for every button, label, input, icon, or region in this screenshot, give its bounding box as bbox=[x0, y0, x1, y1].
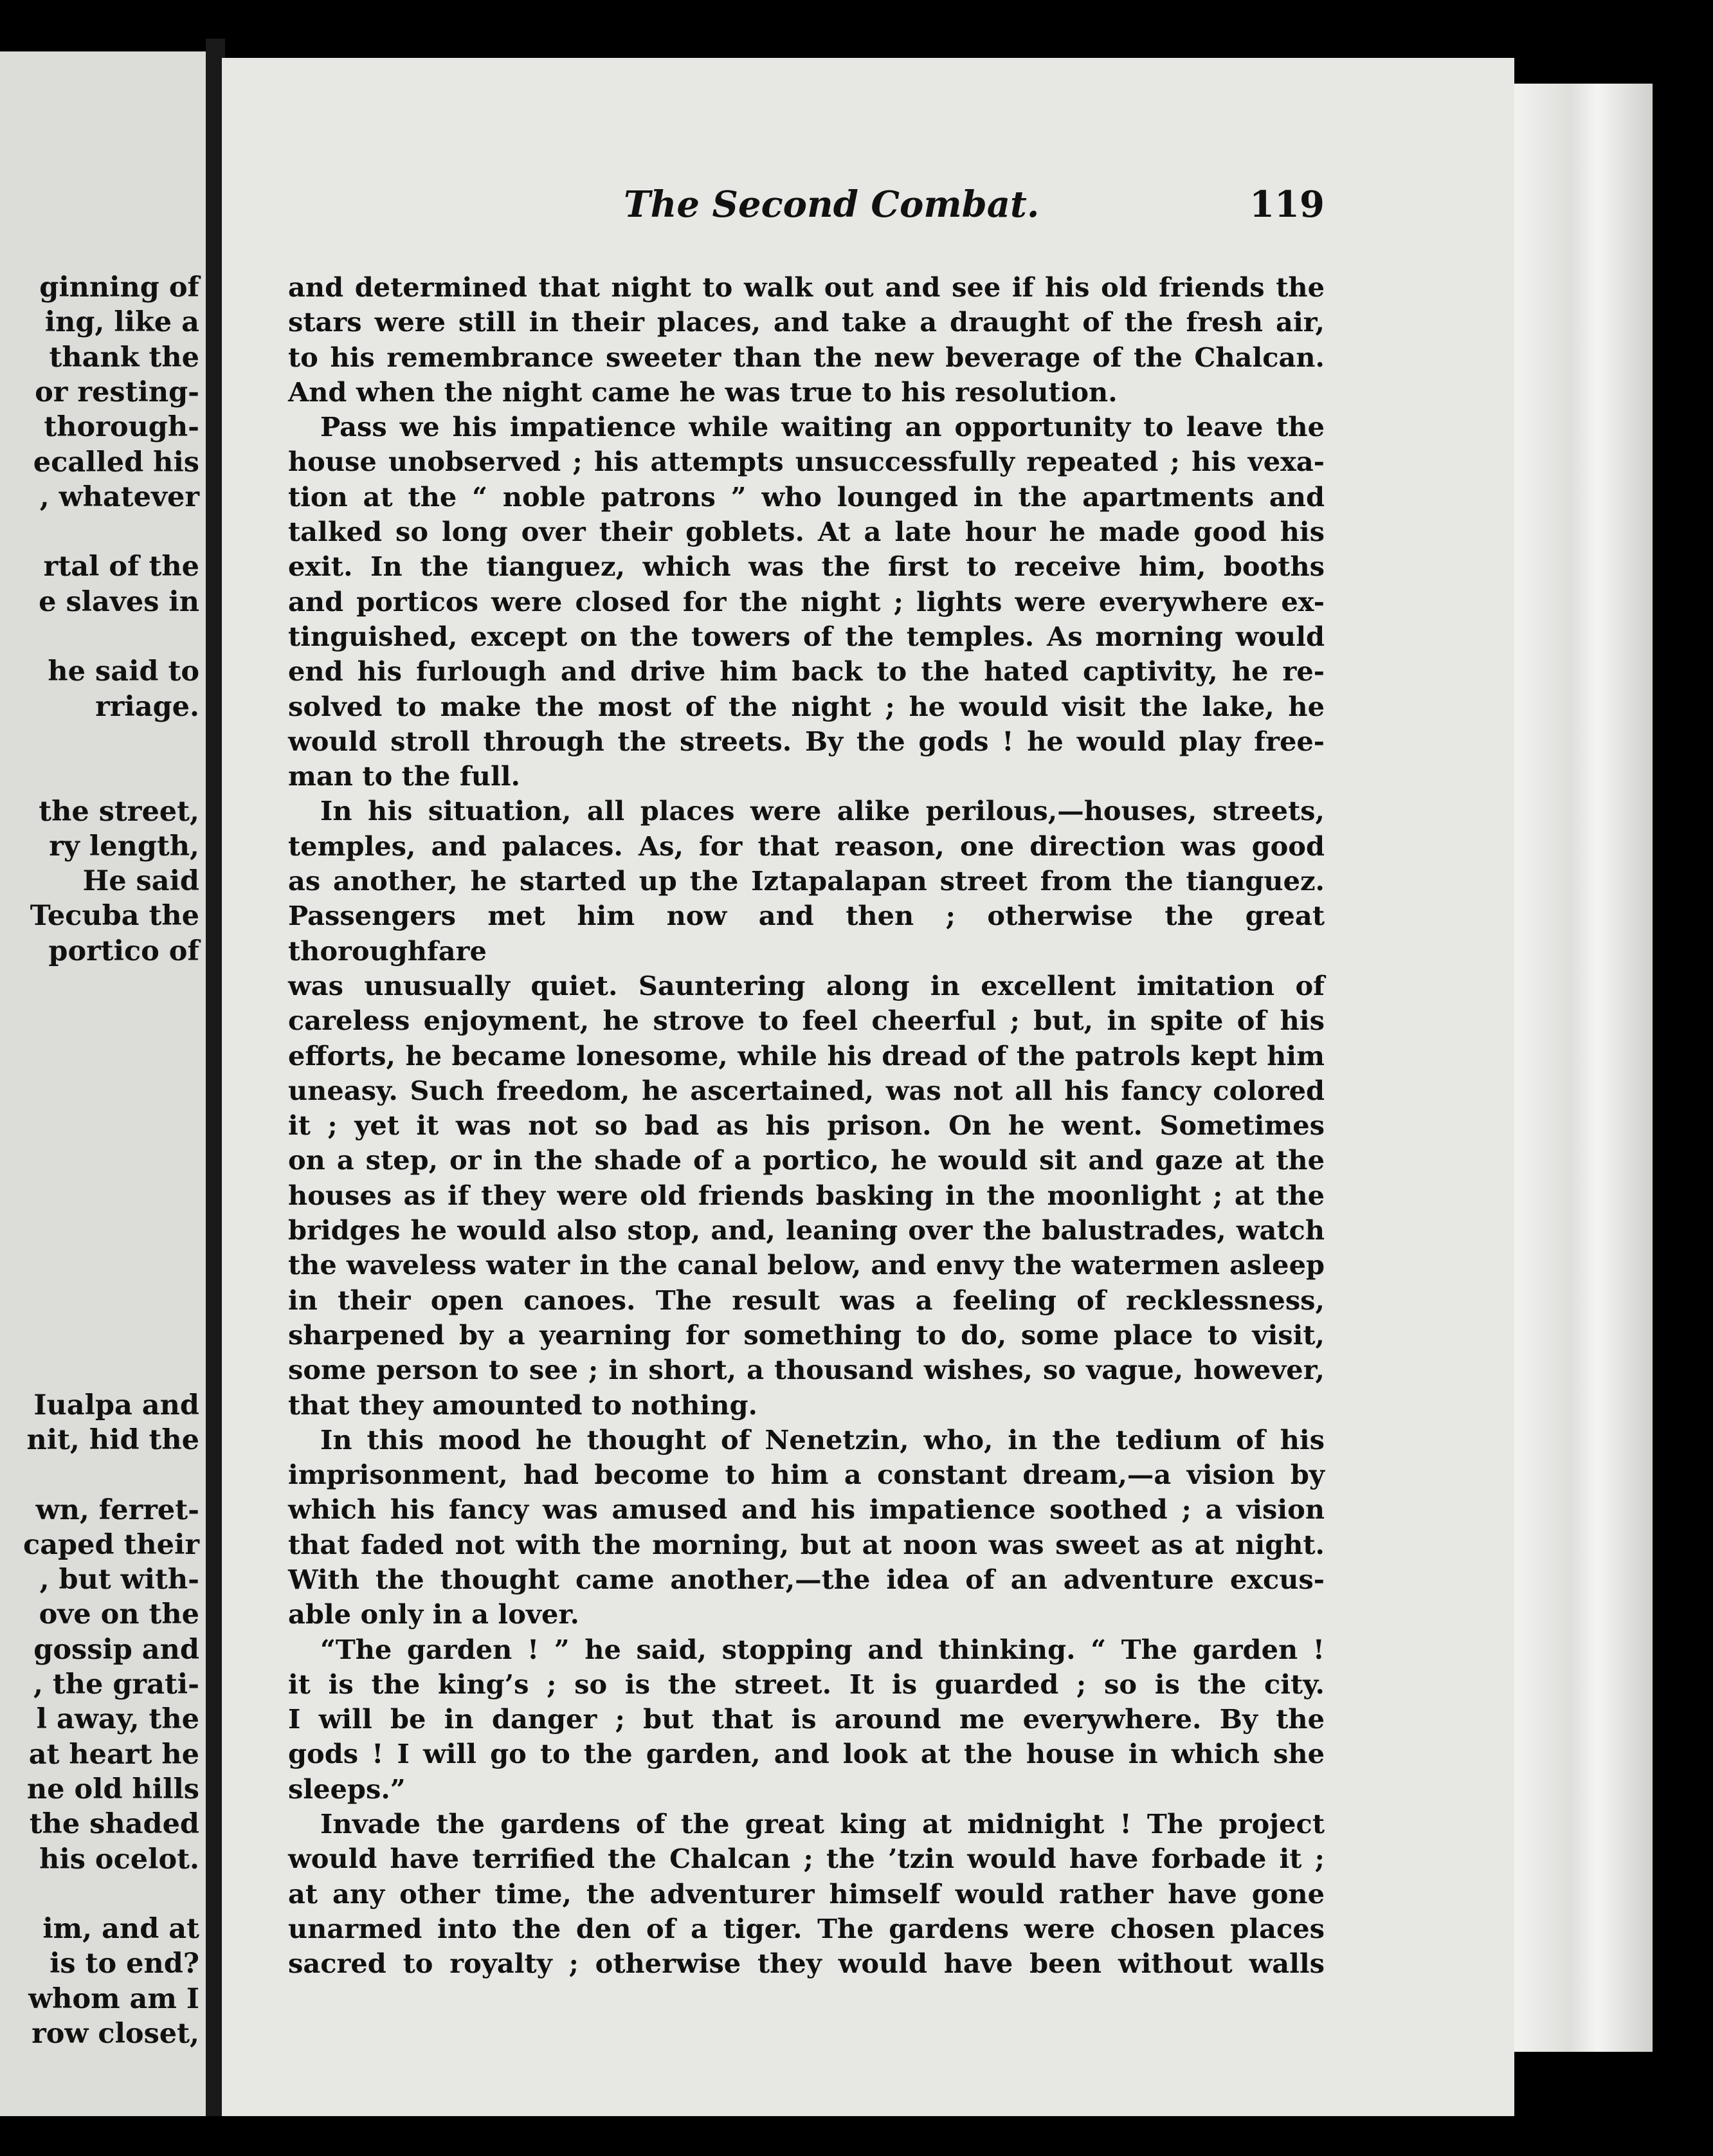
line-text: end his furlough and drive him back to the hated captivity, he re- bbox=[288, 655, 1325, 688]
text-line bbox=[288, 1772, 1325, 1807]
left-page-line: row closet, bbox=[32, 2018, 199, 2050]
line-text: In his situation, all places were alike perilous,—houses, streets, bbox=[320, 795, 1325, 827]
text-line bbox=[288, 1318, 1325, 1353]
text-line bbox=[288, 1248, 1325, 1283]
line-text: bridges he would also stop, and, leaning over the balustrades, watch bbox=[288, 1214, 1325, 1247]
text-line bbox=[288, 1492, 1325, 1527]
line-text: exit. In the tianguez, which was the first to receive him, booths bbox=[288, 551, 1325, 583]
line-text: With the thought came another,—the idea of an adventure excus- bbox=[288, 1563, 1325, 1595]
left-page-line: or resting- bbox=[35, 376, 199, 408]
line-text: solved to make the most of the night ; he would visit the lake, he bbox=[288, 690, 1325, 722]
line-text: house unobserved ; his attempts unsuccessfully repeated ; his vexa- bbox=[288, 446, 1325, 478]
left-page-line: rtal of the bbox=[43, 551, 199, 583]
left-page-line: ing, like a bbox=[44, 306, 199, 339]
text-line bbox=[288, 1632, 1325, 1667]
text-line bbox=[288, 1143, 1325, 1178]
line-text: unarmed into the den of a tiger. The gardens were chosen places bbox=[288, 1912, 1325, 1944]
text-line bbox=[288, 270, 1325, 305]
text-line bbox=[288, 1108, 1325, 1143]
left-page-line: nit, hid the bbox=[26, 1423, 199, 1456]
left-page-line: ecalled his bbox=[33, 446, 199, 479]
text-line bbox=[288, 1457, 1325, 1492]
left-page-line: is to end? bbox=[50, 1948, 199, 1980]
previous-page-fragment bbox=[0, 51, 211, 2116]
line-text: to his remembrance sweeter than the new beverage of the Chalcan. bbox=[288, 341, 1325, 373]
line-text: Invade the gardens of the great king at midnight ! The project bbox=[320, 1808, 1325, 1840]
text-line bbox=[288, 1877, 1325, 1912]
line-text: at any other time, the adventurer himself would rather have gone bbox=[288, 1877, 1325, 1910]
text-line bbox=[288, 654, 1325, 689]
line-text: as another, he started up the Iztapalapan street from the tianguez. bbox=[288, 865, 1325, 897]
line-text: man to the full. bbox=[288, 760, 520, 792]
line-text: gods ! I will go to the garden, and look at the house in which she bbox=[288, 1738, 1325, 1770]
line-text: careless enjoyment, he strove to feel cheerful ; but, in spite of his bbox=[288, 1005, 1325, 1037]
text-line bbox=[288, 340, 1325, 375]
line-text: the waveless water in the canal below, and envy the watermen asleep bbox=[288, 1249, 1325, 1281]
text-line bbox=[288, 375, 1325, 410]
page-number: 119 bbox=[1249, 183, 1325, 226]
text-line bbox=[288, 444, 1325, 479]
text-line bbox=[288, 1528, 1325, 1562]
line-text: and porticos were closed for the night ; lights were everywhere ex- bbox=[288, 585, 1325, 617]
text-line bbox=[288, 1039, 1325, 1073]
left-page-line: Iualpa and bbox=[33, 1389, 199, 1421]
text-line bbox=[288, 1353, 1325, 1387]
text-line bbox=[288, 1562, 1325, 1597]
body-text bbox=[288, 270, 1325, 1982]
left-page-line: portico of bbox=[48, 935, 199, 967]
left-page-line: he said to bbox=[48, 655, 199, 688]
line-text: sleeps.” bbox=[288, 1773, 406, 1805]
text-line bbox=[288, 1702, 1325, 1737]
left-page-line: ry length, bbox=[49, 830, 199, 863]
line-text: uneasy. Such freedom, he ascertained, was not all his fancy colored bbox=[288, 1074, 1325, 1106]
left-page-line: ove on the bbox=[39, 1598, 199, 1631]
line-text: talked so long over their goblets. At a late hour he made good his bbox=[288, 516, 1325, 548]
left-page-line: , the grati- bbox=[33, 1668, 199, 1701]
left-page-line: l away, the bbox=[36, 1703, 199, 1736]
left-page-line: the shaded bbox=[29, 1808, 199, 1841]
text-line bbox=[288, 1423, 1325, 1457]
line-text: which his fancy was amused and his impatience soothed ; a vision bbox=[288, 1494, 1325, 1526]
text-line bbox=[288, 1003, 1325, 1038]
text-line bbox=[288, 759, 1325, 794]
line-text: temples, and palaces. As, for that reason, one direction was good bbox=[288, 830, 1325, 862]
line-text: Pass we his impatience while waiting an opportunity to leave the bbox=[320, 411, 1325, 443]
page-header bbox=[283, 183, 1325, 228]
line-text: would stroll through the streets. By the gods ! he would play free- bbox=[288, 725, 1325, 757]
line-text: tinguished, except on the towers of the temples. As morning would bbox=[288, 620, 1325, 652]
left-page-line: at heart he bbox=[28, 1738, 199, 1771]
text-line bbox=[288, 585, 1325, 619]
text-line bbox=[288, 1807, 1325, 1841]
line-text: on a step, or in the shade of a portico, he would sit and gaze at the bbox=[288, 1144, 1325, 1176]
text-line bbox=[288, 480, 1325, 515]
left-page-line: rriage. bbox=[95, 690, 199, 723]
line-text: stars were still in their places, and take a draught of the fresh air, bbox=[288, 306, 1325, 338]
text-line bbox=[288, 1073, 1325, 1108]
text-line bbox=[288, 724, 1325, 759]
text-line bbox=[288, 1946, 1325, 1981]
page-edges bbox=[1514, 84, 1653, 2052]
line-text: that they amounted to nothing. bbox=[288, 1389, 757, 1421]
text-line bbox=[288, 1841, 1325, 1876]
left-page-line: thorough- bbox=[44, 411, 199, 444]
line-text: houses as if they were old friends basking in the moonlight ; at the bbox=[288, 1179, 1325, 1211]
line-text: tion at the “ noble patrons ” who lounged in the apartments and bbox=[288, 480, 1325, 513]
text-line bbox=[288, 410, 1325, 444]
left-page-line: whom am I bbox=[28, 1982, 199, 2015]
left-page-line: Tecuba the bbox=[30, 900, 199, 933]
text-line bbox=[288, 1912, 1325, 1946]
line-text: was unusually quiet. Sauntering along in excellent imitation of bbox=[288, 969, 1325, 1001]
text-line bbox=[288, 1283, 1325, 1318]
line-text: it ; yet it was not so bad as his prison. On he went. Sometimes bbox=[288, 1110, 1325, 1142]
line-text: In this mood he thought of Nenetzin, who, in the tedium of his bbox=[320, 1423, 1325, 1456]
text-line bbox=[288, 1178, 1325, 1213]
text-line bbox=[288, 515, 1325, 549]
line-text: in their open canoes. The result was a feeling of recklessness, bbox=[288, 1284, 1325, 1316]
line-text: And when the night came he was true to his resolution. bbox=[288, 376, 1118, 408]
left-page-line: , but with- bbox=[39, 1564, 199, 1596]
text-line bbox=[288, 1667, 1325, 1702]
left-page-line: thank the bbox=[49, 341, 199, 374]
text-line bbox=[288, 549, 1325, 584]
left-page-line: He said bbox=[82, 865, 199, 898]
left-page-line: ne old hills bbox=[26, 1773, 199, 1805]
left-page-line: im, and at bbox=[42, 1913, 199, 1946]
text-line bbox=[288, 1388, 1325, 1423]
line-text: efforts, he became lonesome, while his dread of the patrols kept him bbox=[288, 1039, 1325, 1072]
line-text: would have terrified the Chalcan ; the ’tzin would have forbade it ; bbox=[288, 1843, 1325, 1875]
line-text: able only in a lover. bbox=[288, 1598, 579, 1631]
line-text: “The garden ! ” he said, stopping and thinking. “ The garden ! bbox=[320, 1633, 1325, 1665]
left-page-line: ginning of bbox=[39, 271, 199, 304]
text-line bbox=[288, 969, 1325, 1003]
text-line bbox=[288, 899, 1325, 969]
left-page-line: e slaves in bbox=[39, 585, 199, 618]
left-page-line: his ocelot. bbox=[39, 1843, 199, 1876]
line-text: that faded not with the morning, but at noon was sweet as at night. bbox=[288, 1528, 1325, 1560]
text-line bbox=[288, 829, 1325, 864]
line-text: some person to see ; in short, a thousand wishes, so vague, however, bbox=[288, 1354, 1325, 1386]
left-page-line: the street, bbox=[39, 795, 199, 828]
line-text: I will be in danger ; but that is around me everywhere. By the bbox=[288, 1703, 1325, 1735]
text-line bbox=[288, 1597, 1325, 1632]
text-line bbox=[288, 794, 1325, 828]
text-line bbox=[288, 864, 1325, 899]
left-page-line: caped their bbox=[23, 1528, 199, 1561]
line-text: sharpened by a yearning for something to do, some place to visit, bbox=[288, 1319, 1325, 1351]
text-line bbox=[288, 1213, 1325, 1248]
line-text: and determined that night to walk out and see if his old friends the bbox=[288, 271, 1325, 303]
text-line bbox=[288, 1737, 1325, 1771]
line-text: Passengers met him now and then ; otherwise the great thoroughfare bbox=[288, 900, 1325, 967]
line-text: imprisonment, had become to him a constant dream,—a vision by bbox=[288, 1459, 1325, 1491]
line-text: it is the king’s ; so is the street. It is guarded ; so is the city. bbox=[288, 1668, 1325, 1700]
running-head: The Second Combat. bbox=[624, 183, 1040, 226]
line-text: sacred to royalty ; otherwise they would have been without walls bbox=[288, 1948, 1325, 1980]
left-page-line: , whatever bbox=[39, 480, 199, 513]
left-page-line: wn, ferret- bbox=[35, 1494, 199, 1526]
text-line bbox=[288, 305, 1325, 340]
text-line bbox=[288, 690, 1325, 724]
text-line bbox=[288, 619, 1325, 654]
left-page-line: gossip and bbox=[33, 1633, 199, 1666]
